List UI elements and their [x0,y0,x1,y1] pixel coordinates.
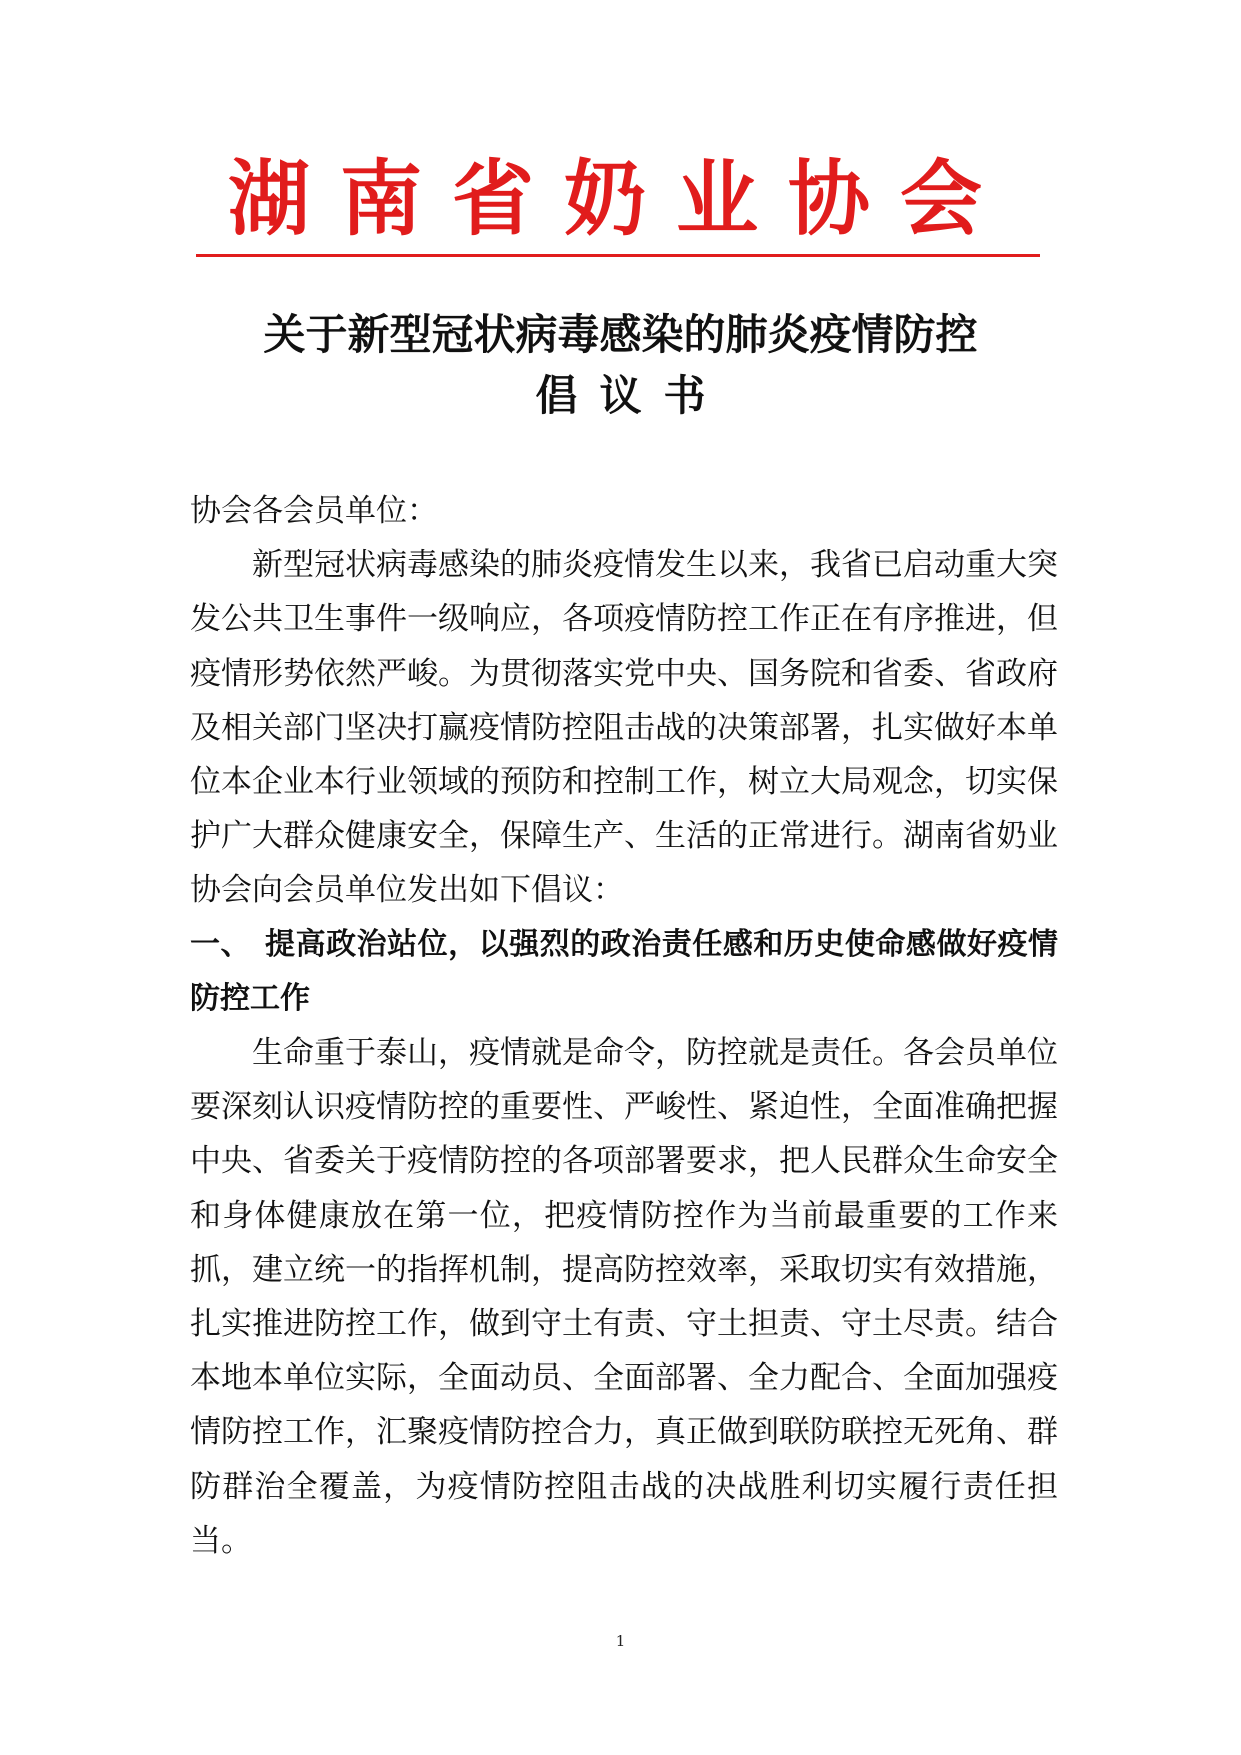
section-number: 一、 [190,926,252,962]
section-paragraph: 生命重于泰山，疫情就是命令，防控就是责任。各会员单位要深刻认识疫情防控的重要性、严峻性、紧迫性，全面准确把握中央、省委关于疫情防控的各项部署要求，把人民群众生命安全和身体健康放在第一位，把疫情防控作为当前最重要的工作来抓，建立统一的指挥机制，提高防控效率，采取切实有效措施，扎实推进防控工作，做到守土有责、守土担责、守土尽责。结合本地本单位实际，全面动员、全面部署、全力配合、全面加强疫情防控工作，汇聚疫情防控合力，真正做到联防联控无死角、群防群治全覆盖，为疫情防控阻击战的决战胜利切实履行责任担当。 [190,1035,1058,1559]
document-subtitle: 倡议书 [535,371,728,420]
salutation: 协会各会员单位： [190,493,438,529]
document-title: 关于新型冠状病毒感染的肺炎疫情防控 [263,310,978,359]
section-heading [190,918,1058,1026]
organization-letterhead: 湖南省奶业协会 [227,152,1012,247]
letterhead-divider [196,254,1040,257]
document-body [190,484,1058,1568]
section-heading-text: 提高政治站位，以强烈的政治责任感和历史使命感做好疫情防控工作 [190,926,1059,1016]
intro-paragraph: 新型冠状病毒感染的肺炎疫情发生以来，我省已启动重大突发公共卫生事件一级响应，各项疫情防控工作正在有序推进，但疫情形势依然严峻。为贯彻落实党中央、国务院和省委、省政府及相关部门坚决打赢疫情防控阻击战的决策部署，扎实做好本单位本企业本行业领域的预防和控制工作，树立大局观念，切实保护广大群众健康安全，保障生产、生活的正常进行。湖南省奶业协会向会员单位发出如下倡议： [190,547,1058,909]
page-number: 1 [615,1632,626,1650]
